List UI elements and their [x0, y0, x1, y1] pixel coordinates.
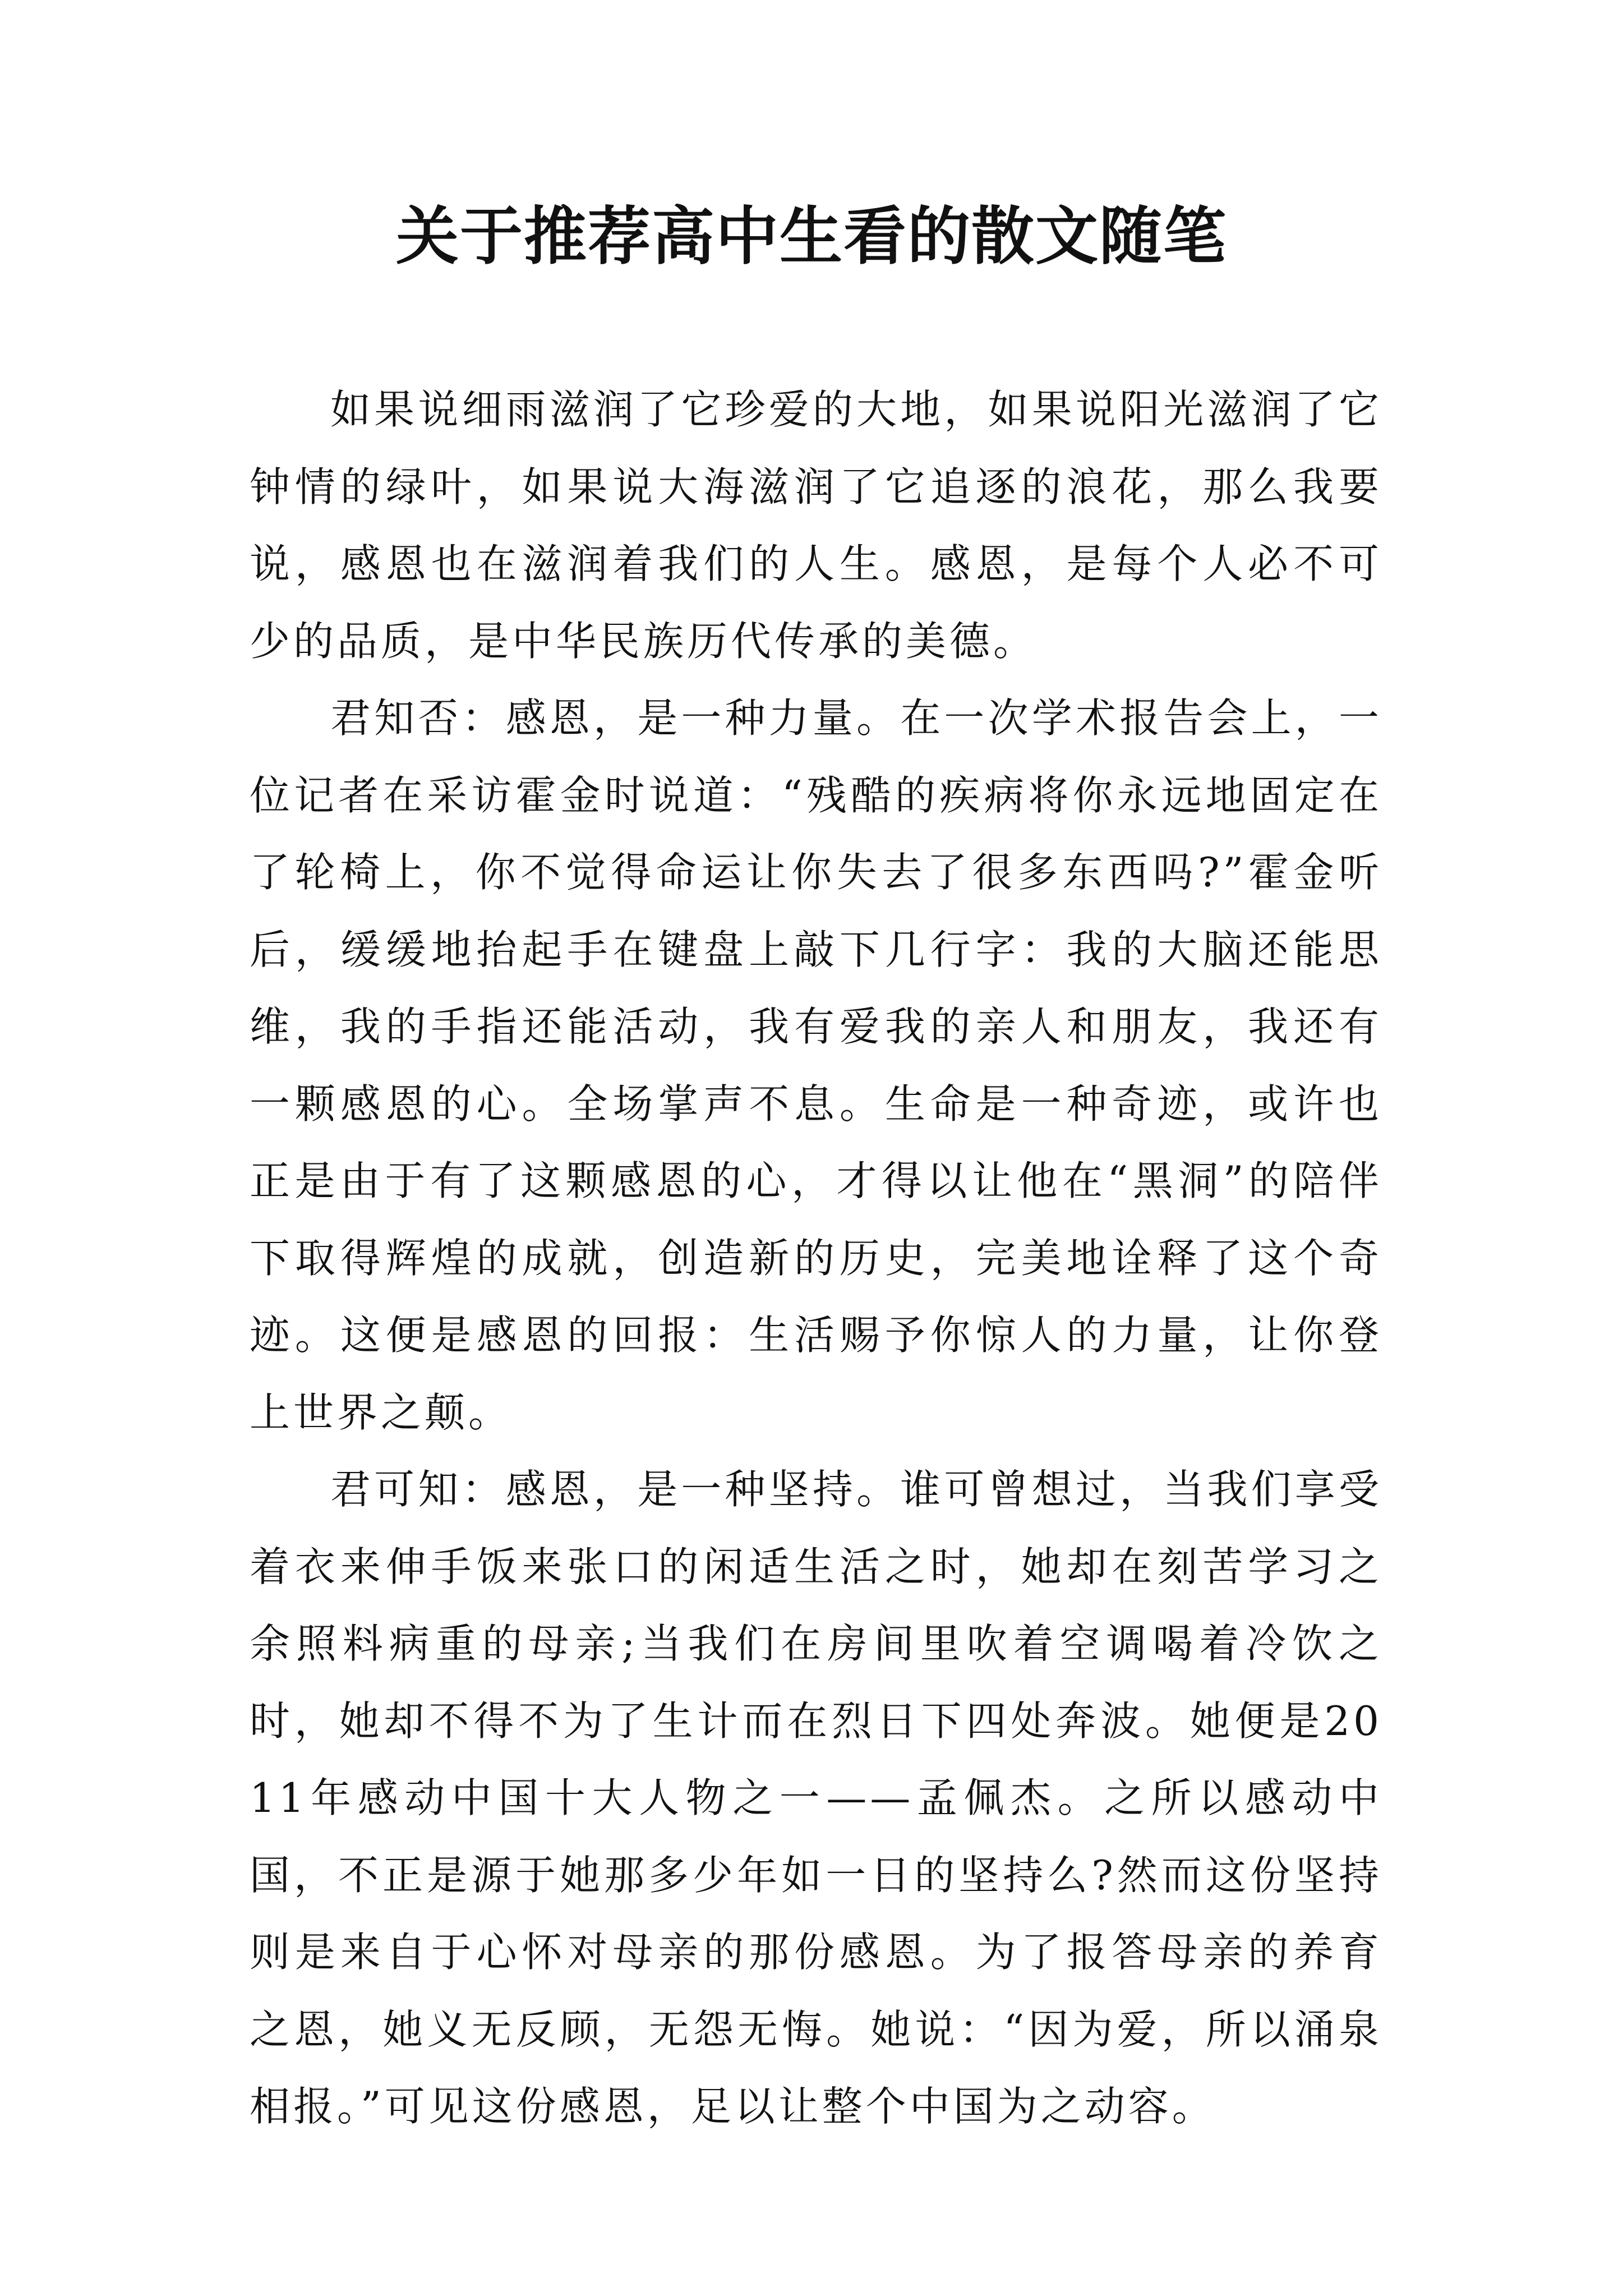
- document-body: [250, 371, 1382, 2146]
- paragraph-persistence: 君可知：感恩，是一种坚持。谁可曾想过，当我们享受着衣来伸手饭来张口的闲适生活之时，她却在刻苦学习之余照料病重的母亲;当我们在房间里吹着空调喝着冷饮之时，她却不得不为了生计而在烈日下四处奔波。她便是2011年感动中国十大人物之一——孟佩杰。之所以感动中国，不正是源于她那多少年如一日的坚持么?然而这份坚持则是来自于心怀对母亲的那份感恩。为了报答母亲的养育之恩，她义无反顾，无怨无悔。她说：“因为爱，所以涌泉相报。”可见这份感恩，足以让整个中国为之动容。: [250, 1466, 1382, 2130]
- paragraph-intro: 如果说细雨滋润了它珍爱的大地，如果说阳光滋润了它钟情的绿叶，如果说大海滋润了它追逐的浪花，那么我要说，感恩也在滋润着我们的人生。感恩，是每个人必不可少的品质，是中华民族历代传承的美德。: [250, 386, 1382, 665]
- paragraph-strength: 君知否：感恩，是一种力量。在一次学术报告会上，一位记者在采访霍金时说道：“残酷的疾病将你永远地固定在了轮椅上，你不觉得命运让你失去了很多东西吗?”霍金听后，缓缓地抬起手在键盘上敲下几行字：我的大脑还能思维，我的手指还能活动，我有爱我的亲人和朋友，我还有一颗感恩的心。全场掌声不息。生命是一种奇迹，或许也正是由于有了这颗感恩的心，才得以让他在“黑洞”的陪伴下取得辉煌的成就，创造新的历史，完美地诠释了这个奇迹。这便是感恩的回报：生活赐予你惊人的力量，让你登上世界之颠。: [250, 694, 1382, 1436]
- document-title: 关于推荐高中生看的散文随笔: [396, 200, 1227, 273]
